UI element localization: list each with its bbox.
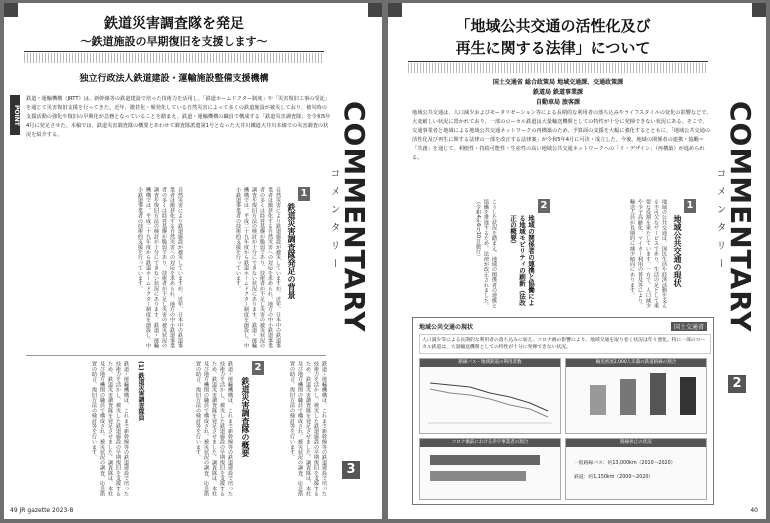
article-title-line2: 再生に関する法律」について	[455, 39, 651, 57]
organization: 自動車局 旅客課	[535, 99, 581, 106]
section-body: 自然災害により鉄道施設が被災していますが、近年、日本中の鉄道事業者は激甚化する自然災害への対応を求められ、地方の中小鉄道事業者の多くは経営基盤が脆弱であり、技術者が不足し災害の被災状況の調査や復旧方法の検討が十分にできない状況にあります。鉄道・運輸機構では、平成二十九年度から鉄道ホームドクター制度を創設し、中小鉄道事業者の技術的支援を行っています。	[235, 187, 281, 349]
section-body: 地域の公共交通は、国民生活や経済活動を支える不可欠なサービスであり、生活の足として重要な役割を果たしています。一方で、人口減少や少子高齢化、マイカー利用の普及等により、輸送人員が長期的に減少傾向にあります。	[629, 199, 667, 309]
chart-title: 路線休止の状況	[566, 439, 706, 447]
corner-mark	[368, 3, 382, 17]
section-body: 鉄道・運輸機構は、これまで新幹線等の鉄道建設で培った技術力を活かし、被災した鉄道施設の早期復旧を支援するため、鉄道災害調査隊を発足させました。調査隊は、本社及び地方機関の職員で構成され、被災状況の調査、応急措置の助言、復旧方法の検討等を行います。	[91, 361, 129, 497]
chart-title: コロナ禍前における赤字事業者の割合	[420, 439, 560, 447]
closure-bus: 一般路線バス：約13,000km（2010〜2020）	[574, 461, 676, 466]
section-body: 自然災害により鉄道施設が被災していますが、近年、日本中の鉄道事業者は激甚化する自然災害への対応を求められ、地方の中小鉄道事業者の多くは経営基盤が脆弱であり、技術者が不足し災害の被災状況の調査や復旧方法の検討が十分にできない状況にあります。鉄道・運輸機構では、平成二十九年度から鉄道ホームドクター制度を創設し、中小鉄道事業者の技術的支援を行っています。	[137, 187, 183, 349]
chart-density	[565, 358, 707, 434]
corner-mark	[388, 3, 402, 17]
organization: 鉄道局 鉄道事業課	[532, 89, 584, 96]
section-body: こうした状況を踏まえ、地域の関係者の連携と協働を推進するため、法律が改正されました。（令和4年6月10日施行）	[475, 199, 497, 309]
bar	[430, 471, 526, 481]
chapter-number: 2	[728, 375, 746, 393]
bar	[620, 379, 636, 415]
chart-closures	[565, 438, 707, 500]
point-label: POINT	[10, 95, 20, 135]
article-subtitle: 〜鉄道施設の早期復旧を支援します〜	[80, 35, 268, 48]
organization: 独立行政法人鉄道建設・運輸施設整備支援機構	[79, 74, 269, 84]
chapter-number: 3	[342, 461, 360, 479]
chart-ridership	[419, 358, 561, 434]
hatch-band	[408, 63, 708, 73]
commentary-heading: COMMENTARY	[724, 101, 757, 333]
commentary-kana: コメンタリー	[328, 168, 339, 276]
commentary-kana: コメンタリー	[714, 168, 725, 276]
right-page	[388, 3, 766, 519]
commentary-heading: COMMENTARY	[338, 101, 371, 333]
title-rule	[408, 61, 708, 62]
title-rule	[24, 51, 324, 52]
figure-badge: 国土交通省	[671, 322, 707, 331]
line-chart	[420, 367, 560, 433]
chart-title: 路線バス・地域鉄道の利用者数	[420, 359, 560, 367]
lead-paragraph: 鉄道・運輸機構（JRTT）は、新幹線等の鉄道建設で培った技術力を活用し、「鉄道ホームドクター制度」や「災害復旧工事の受託」を通じて災害復旧支援を行ってきた。近年、激甚化・頻発化している自然災害によって多くの鉄道施設が被災しており、被災時の支援活動の強化や復旧の早期化が急務となっていることを踏まえ、鉄道・運輸機構の職員で構成する「鉄道災害調査隊」を令和5年4月に発足させた。本稿では、鉄道災害調査隊の概要とあわせて調査隊派遣第1号となった大井川鐵道大井川本線での災害調査の状況を紹介する。	[26, 96, 331, 138]
hatch-band	[24, 53, 324, 63]
bar	[680, 377, 696, 415]
column-rule	[26, 355, 326, 356]
section-number: 1	[298, 187, 310, 201]
section-number: 2	[252, 361, 264, 375]
page-footer: 40	[750, 507, 758, 514]
organization: 国土交通省 総合政策局 地域交通課、交通政策課	[492, 79, 624, 86]
chart-title: 輸送密度2,000人未満の鉄道路線の割合	[566, 359, 706, 367]
section-heading: 地域公共交通の現状	[673, 215, 682, 287]
figure-note: 人口減少等による長期的な利用者の落ち込みに加え、コロナ禍の影響により、地域交通を取り巻く状況は年々悪化。特に一部のローカル鉄道は、大量輸送機関としての特性が十分に発揮できない状況。	[419, 334, 711, 354]
page-footer: 49 JR gazette 2023-8	[10, 507, 74, 514]
corner-mark	[752, 3, 766, 17]
section-number: 1	[684, 199, 696, 213]
chart-deficit	[419, 438, 561, 500]
corner-mark	[4, 3, 18, 17]
figure-panel	[412, 317, 714, 505]
article-title: 鉄道災害調査隊を発足	[104, 16, 244, 32]
bar	[430, 455, 540, 465]
lead-paragraph: 地域公共交通は、人口減少およびモータリゼーション等による長期的な利用者の落ち込みやライフスタイルの変化の影響などで、大変厳しい状況に置かれており、一部のローカル鉄道は大量輸送機関としての特性が十分に発揮できない状況にある。そこで、交通事業者と地域による地域公共交通ネットワークの再構築のため、予算面の支援を大幅に強化するとともに、「地域公共交通の活性化及び再生に関する法律の一部を改正する法律案」が令和5年4月に可決・成立した。今後、地域の関係者の連携・協働＝「共創」を通じて、利便性・持続可能性・生産性の高い地域公共交通ネットワークへの「リ・デザイン」（再構築）が進められる。	[412, 110, 712, 161]
section-body: 鉄道・運輸機構は、これまで新幹線等の鉄道建設で培った技術力を活かし、被災した鉄道施設の早期復旧を支援するため、鉄道災害調査隊を発足させました。調査隊は、本社及び地方機関の職員で構成され、被災状況の調査、応急措置の助言、復旧方法の検討等を行います。	[195, 361, 233, 497]
article-title: 「地域公共交通の活性化及び	[455, 17, 651, 35]
section-heading: 鉄道災害調査隊発足の背景	[287, 203, 296, 299]
section-body: 鉄道・運輸機構は、これまで新幹線等の鉄道建設で培った技術力を活かし、被災した鉄道施設の早期復旧を支援するため、鉄道災害調査隊を発足させました。調査隊は、本社及び地方機関の職員で構成され、被災状況の調査、応急措置の助言、復旧方法の検討等を行います。	[289, 361, 327, 497]
section-heading: 地域の関係者の連携と協働による地域モビリティの刷新（法改正の概要）	[509, 215, 535, 306]
figure-title: 地域公共交通の現状	[419, 324, 474, 331]
left-page	[4, 3, 382, 519]
closure-rail: 鉄道：約1,150km（2000〜2020）	[574, 475, 654, 480]
bar	[650, 373, 666, 415]
section-heading: 鉄道災害調査隊の概要	[241, 377, 250, 457]
subsection-heading: (1) 鉄道災害調査隊員	[137, 361, 144, 421]
bar	[590, 385, 606, 415]
section-number: 2	[538, 199, 550, 213]
